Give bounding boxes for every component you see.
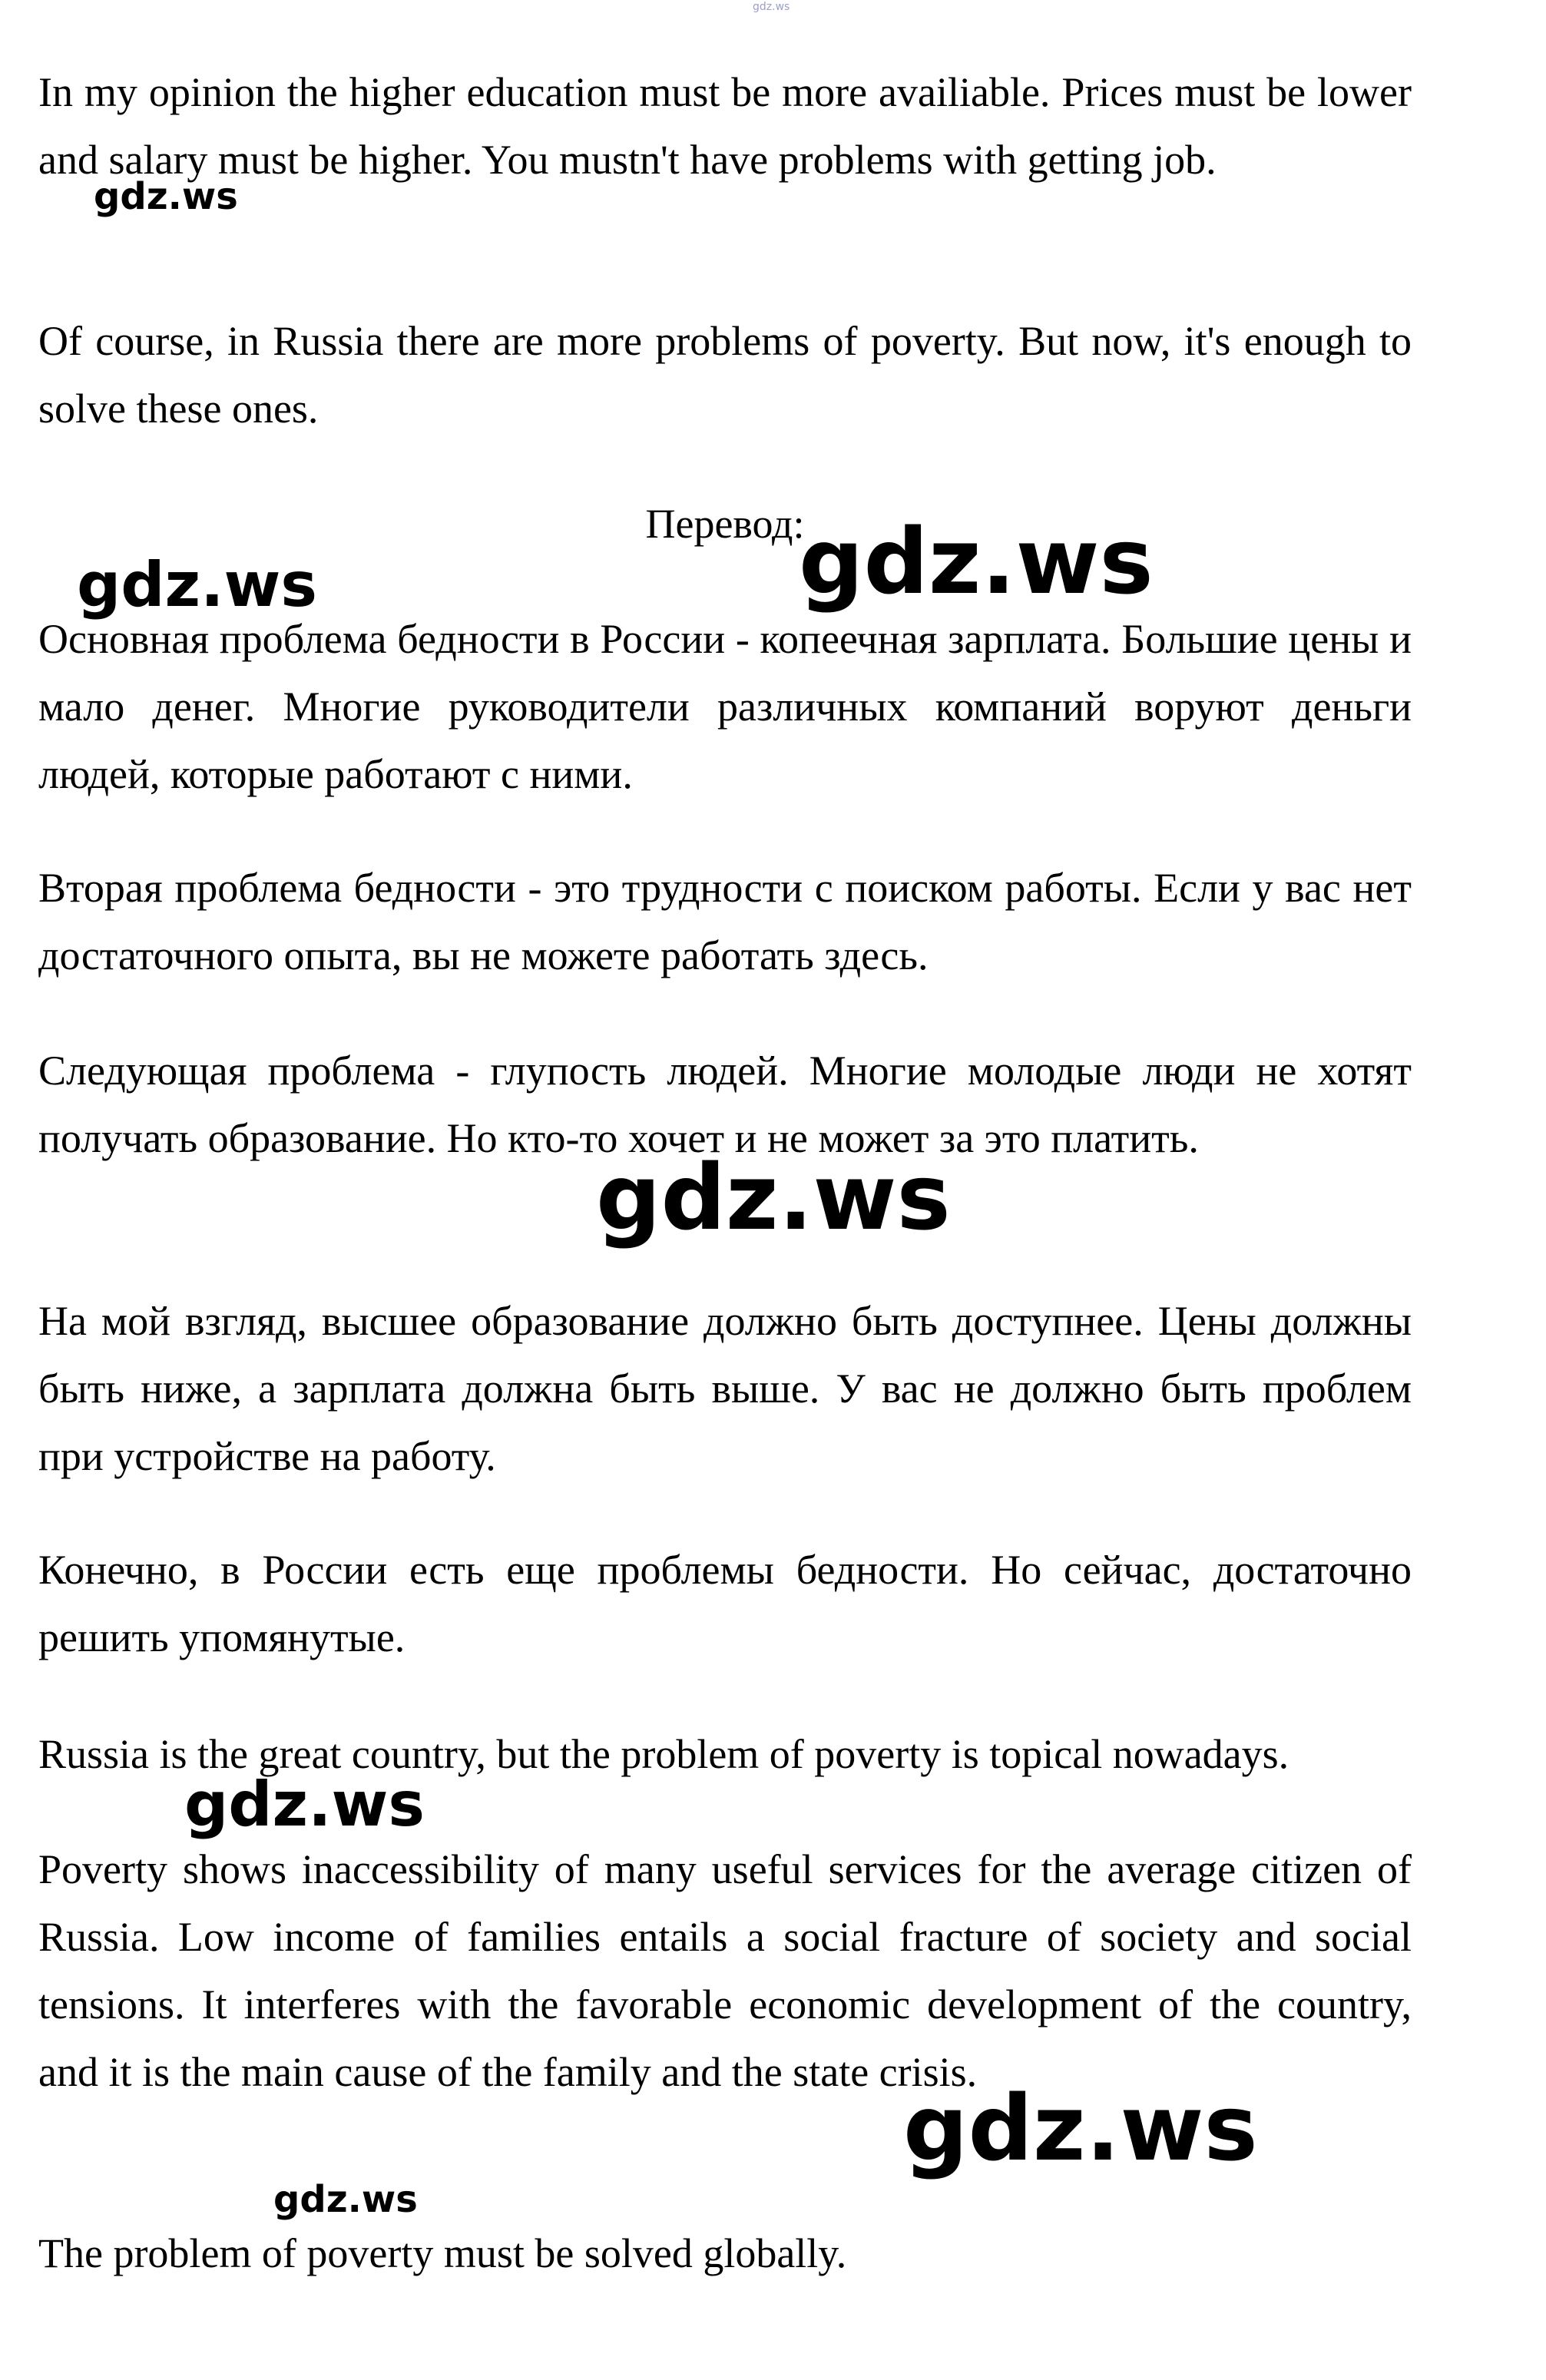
paragraph-russian-2: Вторая проблема бедности - это трудности с поиском работы. Если у вас нет достаточного опыта, вы не можете работать здесь. [38,865,1412,978]
paragraph-russian-3: Следующая проблема - глупость людей. Многие молодые люди не хотят получать образование. Но кто-то хочет и не может за это платить. [38,1048,1412,1161]
watermark: gdz.ws [184,1769,425,1840]
paragraph-english-5: The problem of poverty must be solved globally. [38,2230,847,2276]
paragraph-russian-1: Основная проблема бедности в России - копеечная зарплата. Большие цены и мало денег. Многие руководители различных компаний воруют деньги людей, которые работают с ними. [38,616,1412,797]
watermark: gdz.ws [596,1144,951,1250]
watermark: gdz.ws [94,175,238,218]
paragraph-english-3: Russia is the great country, but the problem of poverty is topical nowadays. [38,1731,1289,1777]
paragraph-english-2: Of course, in Russia there are more problems of poverty. But now, it's enough to solve these ones. [38,318,1412,432]
paragraph-russian-5: Конечно, в России есть еще проблемы бедности. Но сейчас, достаточно решить упомянутые. [38,1547,1412,1660]
translation-heading: Перевод: [645,501,805,547]
top-watermark: gdz.ws [753,1,790,13]
paragraph-english-1: In my opinion the higher education must be more availiable. Prices must be lower and salary must be higher. You mustn't have problems with getting job. [38,69,1412,183]
watermark: gdz.ws [799,508,1154,614]
paragraph-english-4: Poverty shows inaccessibility of many useful services for the average citizen of Russia. Low income of families entails a social fracture of society and social tensions. It interferes with the favorable economic development of the country, and it is the main cause of the family and the state crisis. [38,1846,1412,2095]
paragraph-russian-4: На мой взгляд, высшее образование должно быть доступнее. Цены должны быть ниже, а зарплата должна быть выше. У вас не должно быть проблем при устройстве на работу. [38,1298,1412,1479]
watermark: gdz.ws [903,2075,1258,2181]
watermark: gdz.ws [273,2178,418,2221]
watermark: gdz.ws [77,549,318,621]
